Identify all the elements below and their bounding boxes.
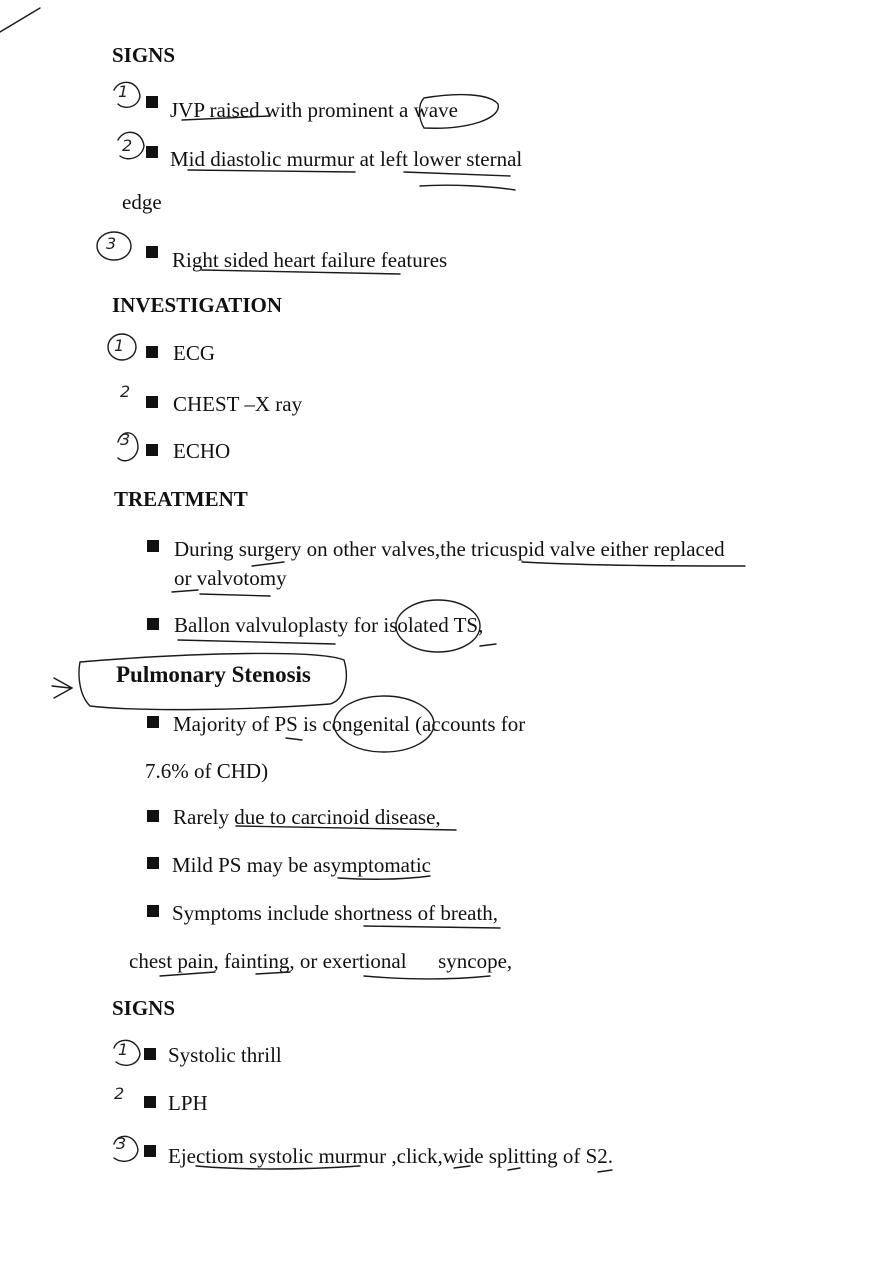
hand-number-3: 3 — [106, 234, 117, 253]
hand-number-3: 3 — [120, 430, 131, 449]
bullet — [147, 618, 159, 630]
bullet — [147, 857, 159, 869]
sign-lph: LPH — [168, 1091, 208, 1115]
bullet — [147, 716, 159, 728]
bullet — [146, 396, 158, 408]
bullet — [147, 810, 159, 822]
bullet — [147, 905, 159, 917]
investigation-heading: INVESTIGATION — [112, 293, 282, 317]
bullet — [144, 1145, 156, 1157]
bullet — [146, 246, 158, 258]
pulmonary-stenosis-heading: Pulmonary Stenosis — [116, 662, 311, 687]
bullet — [146, 96, 158, 108]
investigation-chest-xray: CHEST –X ray — [173, 392, 303, 416]
sign-ejection-murmur: Ejectiom systolic murmur ,click,wide splitting of S2. — [168, 1144, 614, 1168]
hand-number-1: 1 — [118, 1040, 129, 1059]
sign-systolic-thrill: Systolic thrill — [168, 1043, 282, 1067]
bullet — [146, 146, 158, 158]
hand-number-1: 1 — [114, 336, 125, 355]
treatment-valvuloplasty: Ballon valvuloplasty for isolated TS, — [174, 613, 484, 637]
hand-number-2: 2 — [122, 136, 133, 155]
bullet — [146, 346, 158, 358]
bullet — [144, 1096, 156, 1108]
sign-jvp: JVP raised with prominent a wave — [170, 98, 458, 122]
hand-number-2: 2 — [114, 1084, 125, 1103]
treatment-heading: TREATMENT — [114, 487, 248, 511]
hand-number-3: 3 — [116, 1134, 127, 1153]
bullet — [147, 540, 159, 552]
sign-murmur: Mid diastolic murmur at left lower sternal — [170, 147, 523, 171]
ps-congenital-cont: 7.6% of CHD) — [145, 759, 269, 783]
ps-asymptomatic: Mild PS may be asymptomatic — [172, 853, 431, 877]
ps-symptoms: Symptoms include shortness of breath, — [172, 901, 499, 925]
signs-heading: SIGNS — [112, 43, 176, 67]
bullet — [144, 1048, 156, 1060]
ps-congenital: Majority of PS is congenital (accounts for — [173, 712, 526, 736]
hand-number-2: 2 — [120, 382, 131, 401]
ps-carcinoid: Rarely due to carcinoid disease, — [173, 805, 441, 829]
sign-right-heart: Right sided heart failure features — [172, 248, 448, 272]
treatment-surgery: During surgery on other valves,the tricuspid valve either replaced — [174, 537, 725, 561]
pen-stroke — [0, 8, 40, 32]
hand-number-1: 1 — [118, 82, 129, 101]
signs-heading-2: SIGNS — [112, 996, 176, 1020]
investigation-ecg: ECG — [173, 341, 215, 365]
treatment-surgery-cont: or valvotomy — [174, 566, 287, 590]
investigation-echo: ECHO — [173, 439, 231, 463]
bullet — [146, 444, 158, 456]
sign-murmur-cont: edge — [122, 190, 162, 214]
ps-symptoms-cont: chest pain, fainting, or exertional syncope, — [129, 949, 513, 973]
